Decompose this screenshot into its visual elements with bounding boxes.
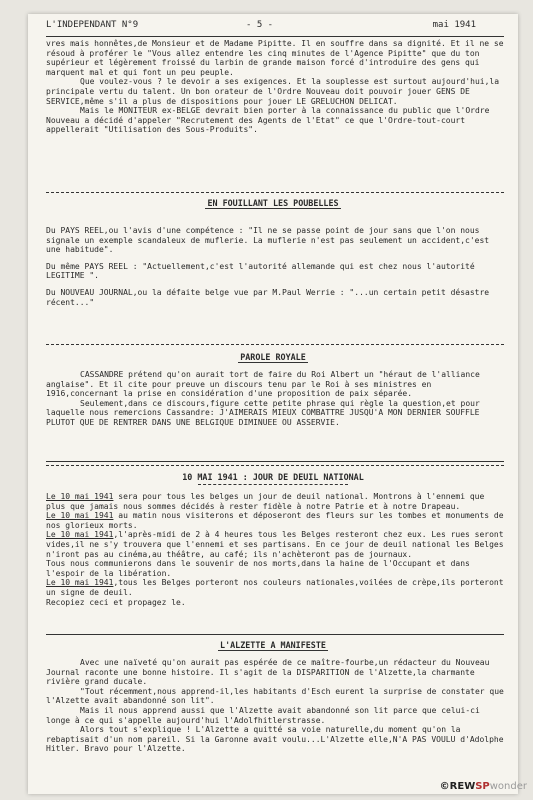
section-poubelles [46,226,504,307]
header-rule [46,36,504,37]
header-journal: L'INDEPENDANT N°9 [46,20,139,30]
section-divider [46,634,504,635]
intro-paragraph: Que voulez-vous ? le devoir a ses exigences. Et la souplesse est surtout aujourd'hui,la principale vertu du talent. Un bon orateur de l'Ordre Nouveau doit pouvoir jouer GENS DE SERVICE,même s'il a plus de dispositions pour jouer LE GRELUCHON DELICAT. [46,77,504,106]
section-divider [46,465,504,466]
quote-paragraph: Du NOUVEAU JOURNAL,ou la défaite belge vue par M.Paul Werrie : "...un certain petit désastre récent..." [46,287,494,307]
section-divider [46,192,504,193]
section-parole-royale [46,370,504,428]
announcement-line: Le 10 mai 1941 au matin nous visiterons et déposeront des fleurs sur les tombes et monuments de nos glorieux morts. [46,511,509,530]
section-title-parole-royale: PAROLE ROYALE [240,352,306,362]
announcement-line: Le 10 mai 1941,l'après-midi de 2 à 4 heures tous les Belges resteront chez eux. Les rues seront vides,il ne s'y trouvera que l'ennemi et ses partisans. En ce jour de deuil national les Belges n'iront pas au cinéma,au théâtre, au café; ils n'achèteront pas de journaux. [46,530,509,559]
body-paragraph: CASSANDRE prétend qu'on aurait tort de faire du Roi Albert un "héraut de l'alliance anglaise". Et il cite pour preuve un discours tenu par le Roi à ses ministres en 1916,concernant la prise en considération d'une proposition de paix séparée. [46,370,485,399]
section-alzette [46,658,509,754]
body-paragraph: Seulement,dans ce discours,figure cette petite phrase qui règle la question,et pour laquelle nous remercions Cassandre: J'AIMERAIS MIEUX COMBATTRE JUSQU'A MON DERNIER SOUFFLE PLUTOT QUE DE RENTRER DANS UNE BELGIQUE DIMINUEE OU ASSERVIE. [46,398,485,427]
announcement-line: Tous nous communierons dans le souvenir de nos morts,dans la haine de l'Occupant et dans l'espoir de la libération. [46,559,475,578]
announcement-line: Le 10 mai 1941,tous les Belges porteront nos couleurs nationales,voilées de crèpe,ils porteront un signe de deuil. [46,578,509,597]
watermark-logo: ©REWSPwonder [439,781,527,792]
header-date: mai 1941 [432,20,476,30]
body-paragraph: Mais il nous apprend aussi que l'Alzette avait abandonné son lit parce que celui-ci longe à ce qui s'appelle aujourd'hui l'Adolfhitlerstrasse. [46,705,485,725]
section-divider [46,344,504,345]
body-paragraph: "Tout récemment,nous apprend-il,les habitants d'Esch eurent la surprise de constater que l'Alzette avait abandonné son lit". [46,686,509,706]
page-sheet [28,14,518,794]
section-title-alzette: L'ALZETTE A MANIFESTE [220,640,326,650]
intro-paragraph: vres mais honnêtes,de Monsieur et de Madame Pipitte. Il en souffre dans sa dignité. Et il ne se résoud à proférer le "Vous allez entendre les cinq minutes de l'Agence Pipitte" que du ton supérieur et légèrement froissé du larbin de grande maison forcé d'introduire des gens qui marquent mal et qui font un peu peuple. [46,39,509,77]
intro-text [46,39,509,135]
quote-paragraph: Du même PAYS REEL : "Actuellement,c'est l'autorité allemande qui est chez nous l'autorité LEGITIME ". [46,261,480,281]
body-paragraph: Avec une naïveté qu'on aurait pas espérée de ce maître-fourbe,un rédacteur du Nouveau Journal raconte une bonne histoire. Il s'agit de la DISPARITION de l'Alzette,la charmante rivière grand ducale. [46,658,495,687]
section-deuil-national [46,492,509,607]
header-page-number: - 5 - [246,20,274,30]
intro-paragraph: Mais le MONITEUR ex-BELGE devrait bien porter à la connaissance du public que l'Ordre Nouveau a décidé d'appeler "Recrutement des Agents de l'Etat" ce que l'Ordre-tout-court appellerait "Utilisation des Sous-Produits". [46,106,495,135]
page-header [46,20,504,32]
section-divider [46,461,504,462]
title-underline [198,484,348,485]
announcement-line: Recopiez ceci et propagez le. [46,597,186,607]
section-title-deuil-national: 10 MAI 1941 : JOUR DE DEUIL NATIONAL [182,472,364,482]
body-paragraph: Alors tout s'explique ! L'Alzette a quitté sa voie naturelle,du moment qu'on la rebaptisait d'un nom pareil. Si la Garonne avait voulu...L'Alzette elle,N'A PAS VOULU d'Adolphe Hitler. Bravo pour l'Alzette. [46,725,509,754]
section-title-poubelles: EN FOUILLANT LES POUBELLES [207,198,339,208]
announcement-line: Le 10 mai 1941 sera pour tous les belges un jour de deuil national. Montrons à l'ennemi que plus que jamais nous sommes décidés à rester fidèle à notre Patrie et à notre Drapeau. [46,492,490,511]
quote-paragraph: Du PAYS REEL,ou l'avis d'une compétence : "Il ne se passe point de jour sans que l'on nous signale un exemple scandaleux de muflerie. La muflerie n'est pas seulement un accident,c'est une habitude". [46,226,494,255]
